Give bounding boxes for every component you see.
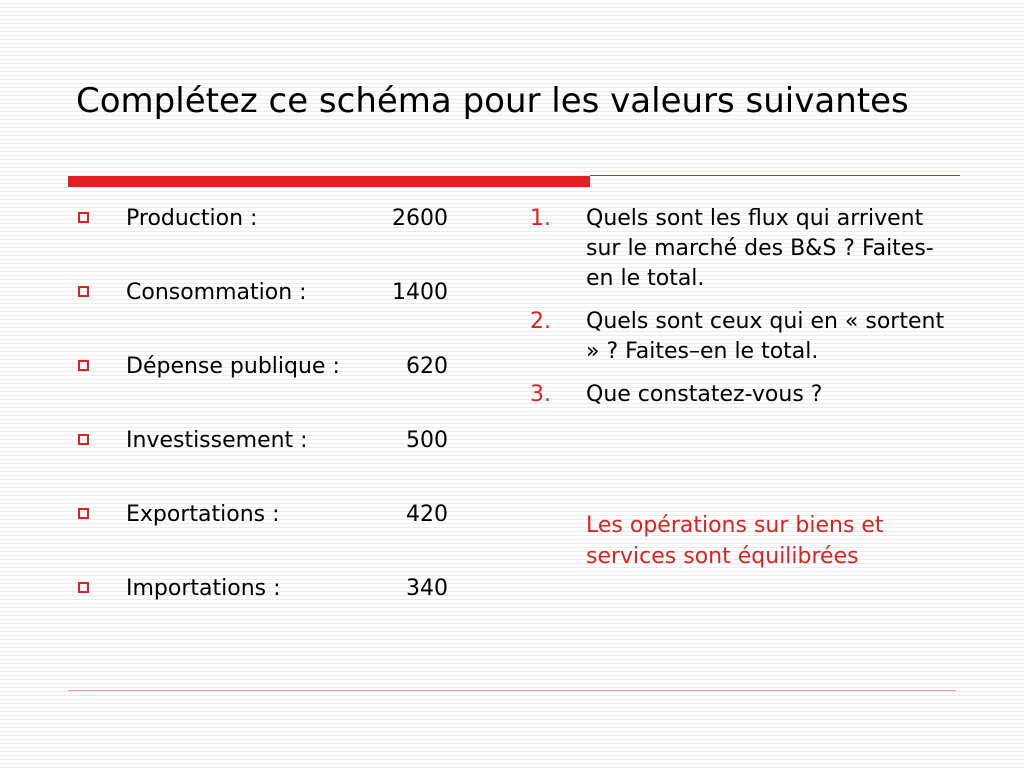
value-number: 2600 [392, 206, 448, 231]
title-underline-thick [68, 176, 590, 187]
question-item [530, 204, 950, 294]
value-number: 420 [406, 502, 448, 527]
values-list [76, 204, 456, 648]
title-underline-thin [590, 175, 960, 176]
value-label: Exportations : [126, 502, 280, 527]
question-item [530, 307, 950, 367]
value-label: Importations : [126, 576, 281, 601]
square-bullet-icon [78, 582, 89, 593]
question-number: 2. [530, 309, 551, 334]
square-bullet-icon [78, 212, 89, 223]
value-number: 500 [406, 428, 448, 453]
value-item-investissement [76, 426, 456, 500]
slide-title: Complétez ce schéma pour les valeurs suivantes [76, 81, 909, 121]
value-number: 340 [406, 576, 448, 601]
value-item-depense-publique [76, 352, 456, 426]
value-label: Dépense publique : [126, 354, 340, 379]
questions-list [530, 204, 950, 423]
square-bullet-icon [78, 508, 89, 519]
square-bullet-icon [78, 434, 89, 445]
question-number: 1. [530, 206, 551, 231]
title-underline [68, 174, 960, 187]
question-item [530, 380, 950, 410]
value-item-importations [76, 574, 456, 648]
footer-divider [68, 690, 956, 691]
value-item-consommation [76, 278, 456, 352]
value-number: 620 [406, 354, 448, 379]
question-text: Que constatez-vous ? [586, 382, 823, 407]
value-label: Investissement : [126, 428, 308, 453]
question-number: 3. [530, 382, 551, 407]
value-item-exportations [76, 500, 456, 574]
square-bullet-icon [78, 360, 89, 371]
value-number: 1400 [392, 280, 448, 305]
square-bullet-icon [78, 286, 89, 297]
question-text: Quels sont ceux qui en « sortent » ? Faites–en le total. [586, 309, 945, 364]
answer-text: Les opérations sur biens et services sont équilibrées [586, 513, 884, 569]
question-text: Quels sont les flux qui arrivent sur le marché des B&S ? Faites-en le total. [586, 206, 934, 291]
value-item-production [76, 204, 456, 278]
value-label: Consommation : [126, 280, 307, 305]
value-label: Production : [126, 206, 258, 231]
